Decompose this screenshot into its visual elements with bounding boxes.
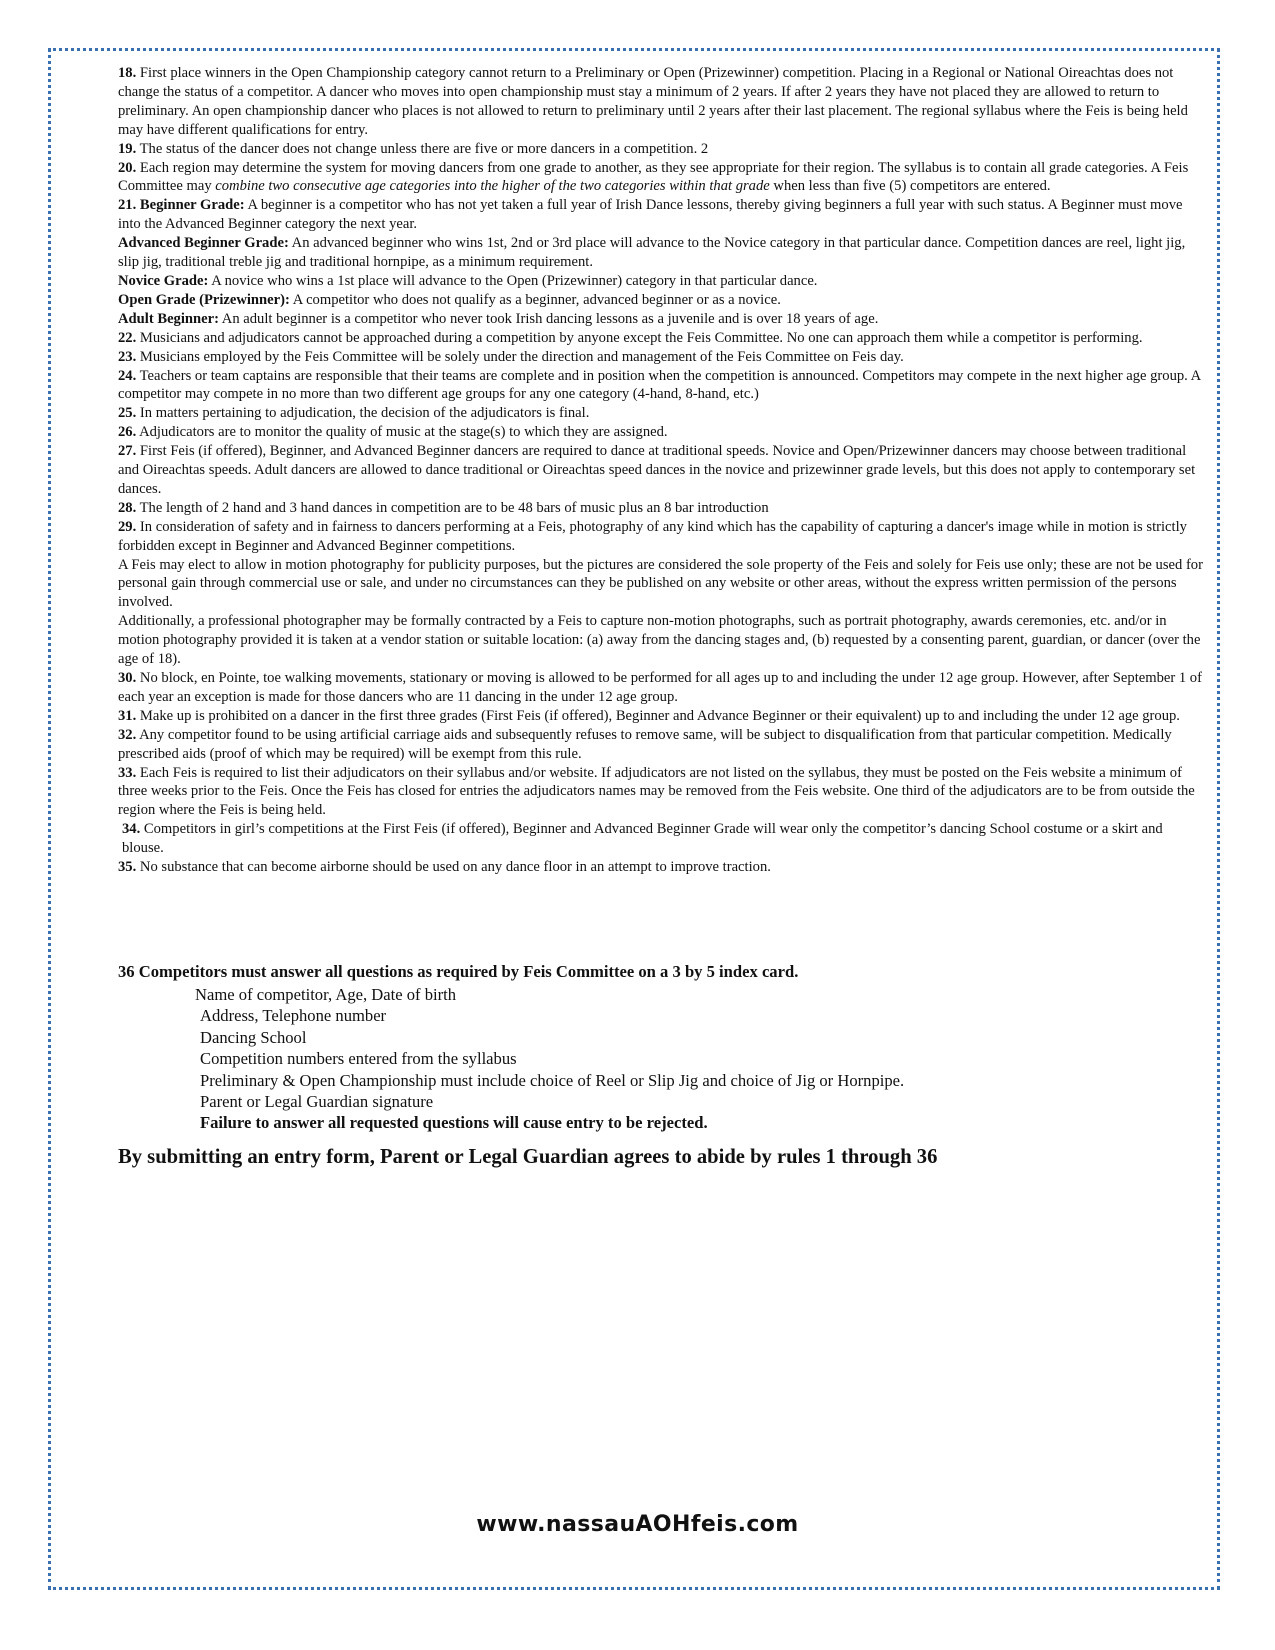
rule-text: Make up is prohibited on a dancer in the first three grades (First Feis (if offered), Beginner and Advance Beginner or their equivalent) up to and including the under 12 age group. [139, 707, 1180, 724]
rule-text: First place winners in the Open Championship category cannot return to a Preliminary or Open (Prizewinner) competition. Placing in a Regional or National Oireachtas does not change the status of a competitor. A dancer who moves into open championship must stay a minimum of 2 years. If after 2 years they have not placed they are allowed to return to preliminary. An open championship dancer who places is not allowed to return to preliminary until 2 years after their last placement. The regional syllabus where the Feis is being held may have different qualifications for entry. [118, 65, 1188, 138]
rule-text: Any competitor found to be using artificial carriage aids and subsequently refuses to remove same, will be subject to disqualification from that particular competition. Medically prescribed aids (proof of which may be required) will be exempt from this rule. [118, 726, 1172, 762]
rule-text: Musicians and adjudicators cannot be approached during a competition by anyone except the Feis Committee. No one can approach them while a competitor is performing. [139, 329, 1143, 346]
rule-31 [118, 707, 1208, 726]
rule-21 [118, 196, 1208, 234]
rule-text: An advanced beginner who wins 1st, 2nd or 3rd place will advance to the Novice category in that particular dance. Competition dances are reel, light jig, slip jig, traditional treble jig and traditional hornpipe, as a minimum requirement. [118, 235, 1186, 271]
rule-number: 28. [118, 499, 137, 516]
rule-number: 23. [118, 348, 137, 365]
grade-title: Beginner Grade: [139, 197, 245, 214]
rule-20 [118, 159, 1208, 197]
index-card-fields [118, 984, 1208, 1134]
rule-number: 26. [118, 424, 137, 441]
rule-number: 27. [118, 443, 137, 460]
rule-number: 25. [118, 405, 137, 422]
rule-text: Each region may determine the system for moving dancers from one grade to another, as they see appropriate for their region. The syllabus is to contain all grade categories. A Feis Committee may [118, 159, 1189, 195]
rule-25 [118, 404, 1208, 423]
rejection-warning: Failure to answer all requested questions will cause entry to be rejected. [200, 1113, 708, 1133]
rule-34 [118, 820, 1208, 858]
rule-text: The status of the dancer does not change unless there are five or more dancers in a competition. 2 [139, 140, 709, 157]
grade-title: Adult Beginner: [118, 310, 219, 327]
rule-number: 30. [118, 670, 137, 686]
list-item: Address, Telephone number [200, 1006, 387, 1026]
rules-list [118, 64, 1208, 877]
rule-19 [118, 140, 1208, 159]
rule-text-italic: combine two consecutive age categories into the higher of the two categories within that grade [215, 178, 770, 195]
rule-29 [118, 518, 1208, 556]
rule-number: 34. [122, 821, 141, 838]
rule-text: A Feis may elect to allow in motion photography for publicity purposes, but the pictures are considered the sole property of the Feis and solely for Feis use only; these are not be used for personal gain through commercial use or sale, and under no circumstances can they be published on any website or other areas, without the express written permission of the persons involved. [118, 556, 1203, 611]
rule-text: Additionally, a professional photographer may be formally contracted by a Feis to capture non-motion photographs, such as portrait photography, awards ceremonies, etc. and/or in motion photography provided it is taken at a vendor station or suitable location: (a) away from the dancing stages and, (b) requested by a consenting parent, guardian, or dancer (over the age of 18). [118, 613, 1201, 668]
grade-novice [118, 272, 1208, 291]
rule-number: 20. [118, 159, 137, 176]
rule-text-end: when less than five (5) competitors are entered. [769, 178, 1051, 195]
list-item: Name of competitor, Age, Date of birth [195, 985, 457, 1004]
rule-18 [118, 64, 1208, 140]
rule-32 [118, 726, 1208, 764]
rule-text: An adult beginner is a competitor who never took Irish dancing lessons as a juvenile and is over 18 years of age. [221, 310, 879, 327]
rule-number: 19. [118, 140, 137, 157]
rule-number: 29. [118, 518, 137, 535]
rule-28 [118, 499, 1208, 518]
rule-text: Teachers or team captains are responsible that their teams are complete and in position when the competition is announced. Competitors may compete in the next higher age group. A competitor may compete in no more than two different age groups for any one category (4-hand, 8-hand, etc.) [118, 367, 1201, 403]
list-item: Competition numbers entered from the syllabus [200, 1049, 517, 1069]
rule-text: Adjudicators are to monitor the quality of music at the stage(s) to which they are assigned. [139, 424, 668, 441]
rule-35 [118, 858, 1208, 877]
rule-text: Each Feis is required to list their adjudicators on their syllabus and/or website. If adjudicators are not listed on the syllabus, they must be posted on the Feis website a minimum of three weeks prior to the Feis. Once the Feis has closed for entries the adjudicators names may be removed from the Feis website. One third of the adjudicators are to be from outside the region where the Feis is being held. [118, 764, 1195, 819]
rule-number: 21. [118, 197, 137, 214]
website-link[interactable]: www.nassauAOHfeis.com [476, 1512, 799, 1537]
rule-number: 35. [118, 859, 137, 876]
rule-24 [118, 367, 1208, 405]
rule-text: Competitors in girl’s competitions at the First Feis (if offered), Beginner and Advanced Beginner Grade will wear only the competitor’s dancing School costume or a skirt and blouse. [122, 821, 1163, 857]
rule-33 [118, 764, 1208, 821]
agreement-statement: By submitting an entry form, Parent or Legal Guardian agrees to abide by rules 1 through 36 [118, 1146, 938, 1168]
rule-text: A novice who wins a 1st place will advance to the Open (Prizewinner) category in that particular dance. [211, 272, 818, 289]
rule-text: A competitor who does not qualify as a beginner, advanced beginner or as a novice. [292, 291, 781, 308]
grade-advanced-beginner [118, 234, 1208, 272]
list-item: Parent or Legal Guardian signature [200, 1092, 434, 1112]
rule-text: In matters pertaining to adjudication, the decision of the adjudicators is final. [139, 405, 590, 422]
rule-number: 32. [118, 726, 137, 743]
grade-title: Advanced Beginner Grade: [118, 235, 289, 252]
list-item: Dancing School [200, 1027, 307, 1047]
rule-27 [118, 442, 1208, 499]
rule-23 [118, 348, 1208, 367]
rule-29-publicity [118, 556, 1208, 613]
list-item: Preliminary & Open Championship must include choice of Reel or Slip Jig and choice of Jig or Hornpipe. [200, 1070, 905, 1090]
rule-26 [118, 423, 1208, 442]
rule-text: No substance that can become airborne should be used on any dance floor in an attempt to improve traction. [139, 859, 771, 876]
rule-text: The length of 2 hand and 3 hand dances in competition are to be 48 bars of music plus an 8 bar introduction [139, 499, 769, 516]
rule-text: In consideration of safety and in fairness to dancers performing at a Feis, photography of any kind which has the capability of capturing a dancer's image while in motion is strictly forbidden except in Beginner and Advanced Beginner competitions. [118, 518, 1187, 554]
rule-number: 22. [118, 329, 137, 346]
rule-text: No block, en Pointe, toe walking movements, stationary or moving is allowed to be performed for all ages up to and including the under 12 age group. However, after September 1 of each year an exception is made for those dancers who are 11 dancing in the under 12 age group. [118, 670, 1202, 705]
rule-number: 33. [118, 764, 137, 781]
grade-adult-beginner [118, 310, 1208, 329]
rule-30 [118, 669, 1208, 707]
rule-29-photographer [118, 612, 1208, 669]
rule-number: 31. [118, 707, 137, 724]
rule-text: Musicians employed by the Feis Committee will be solely under the direction and management of the Feis Committee on Feis day. [139, 348, 904, 365]
rule-text: First Feis (if offered), Beginner, and Advanced Beginner dancers are required to dance at traditional speeds. Novice and Open/Prizewinner dancers may choose between traditional and Oireachtas speeds. Adult dancers are allowed to dance traditional or Oireachtas speed dances in the novice and prizewinner grade levels, but this does not apply to contemporary set dances. [118, 443, 1196, 497]
rule-number: 18. [118, 65, 137, 81]
grade-title: Novice Grade: [118, 272, 209, 289]
rule-number: 24. [118, 367, 137, 384]
rule-text: A beginner is a competitor who has not yet taken a full year of Irish Dance lessons, thereby giving beginners a full year with such status. A Beginner must move into the Advanced Beginner category the next year. [118, 197, 1183, 233]
rule-22 [118, 329, 1208, 348]
rule-36-section [118, 962, 1208, 1134]
grade-open [118, 291, 1208, 310]
rule-36-heading: 36 Competitors must answer all questions as required by Feis Committee on a 3 by 5 index card. [118, 962, 799, 981]
grade-title: Open Grade (Prizewinner): [118, 291, 290, 308]
